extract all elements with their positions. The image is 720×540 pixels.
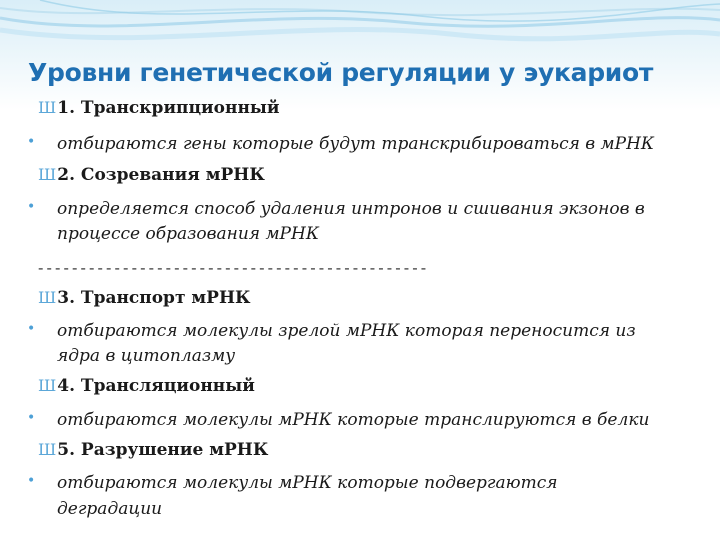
divider: ---------------------------------------------- bbox=[38, 258, 430, 277]
level-2-heading: Ш2. Созревания мРНК bbox=[38, 165, 265, 185]
bullet-icon: • bbox=[27, 199, 36, 215]
level-2-bullet-continuation: процессе образования мРНК bbox=[57, 224, 319, 244]
level-3-bullet-continuation: ядра в цитоплазму bbox=[57, 346, 236, 366]
section-marker-icon: Ш bbox=[38, 98, 57, 117]
level-3-heading: Ш3. Транспорт мРНК bbox=[38, 288, 251, 308]
section-marker-icon: Ш bbox=[38, 288, 57, 307]
level-1-bullet: • отбираются гены которые будут транскрибироваться в мРНК bbox=[27, 134, 655, 154]
section-marker-icon: Ш bbox=[38, 376, 57, 395]
bullet-icon: • bbox=[27, 321, 36, 337]
section-marker-icon: Ш bbox=[38, 165, 57, 184]
level-3-bullet: • отбираются молекулы зрелой мРНК которая переносится из bbox=[27, 321, 636, 341]
bullet-icon: • bbox=[27, 410, 36, 426]
level-5-heading: Ш5. Разрушение мРНК bbox=[38, 440, 269, 460]
section-marker-icon: Ш bbox=[38, 440, 57, 459]
level-5-bullet-continuation: деградации bbox=[57, 499, 163, 519]
level-1-heading: Ш1. Транскрипционный bbox=[38, 98, 280, 118]
decorative-waves bbox=[0, 0, 720, 110]
bullet-icon: • bbox=[27, 134, 36, 150]
level-5-bullet: • отбираются молекулы мРНК которые подвергаются bbox=[27, 473, 558, 493]
level-2-bullet: • определяется способ удаления интронов и сшивания экзонов в bbox=[27, 199, 645, 219]
bullet-icon: • bbox=[27, 473, 36, 489]
level-4-bullet: • отбираются молекулы мРНК которые транслируются в белки bbox=[27, 410, 650, 430]
slide-title: Уровни генетической регуляции у эукариот bbox=[28, 58, 654, 87]
level-4-heading: Ш4. Трансляционный bbox=[38, 376, 255, 396]
